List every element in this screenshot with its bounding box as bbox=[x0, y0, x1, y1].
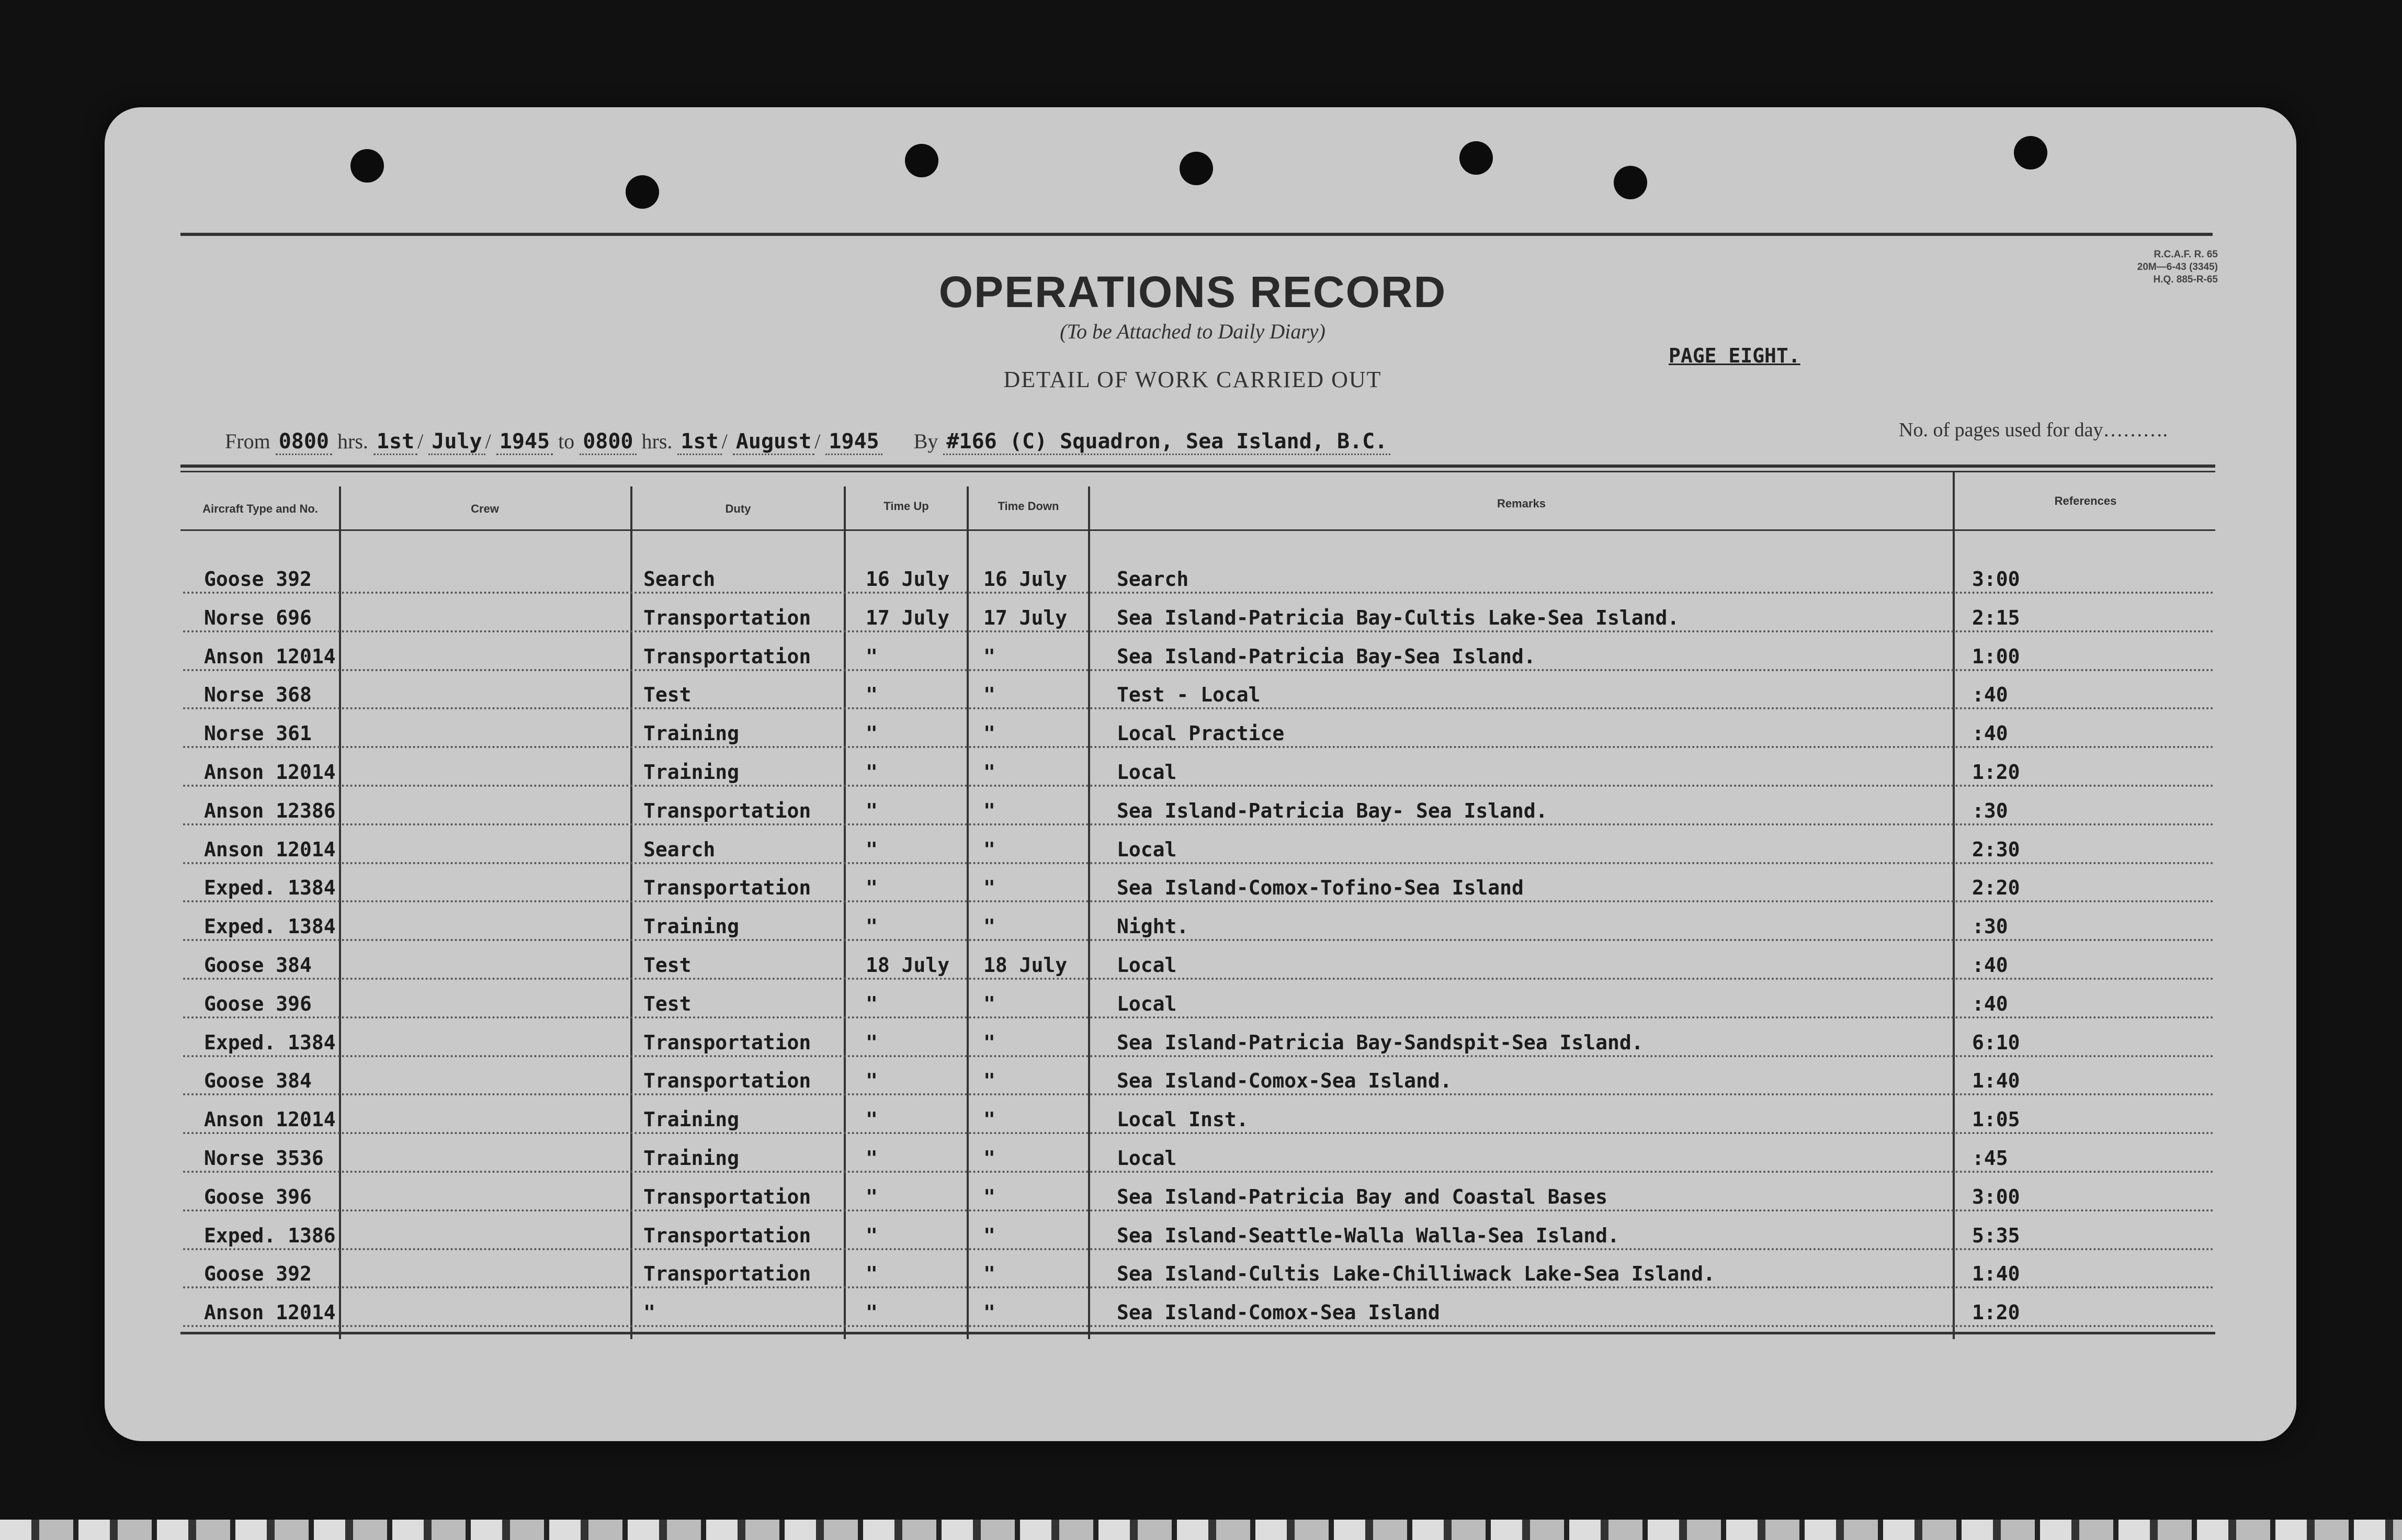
row-aircraft: Anson 12014 bbox=[204, 761, 336, 784]
row-duty: Training bbox=[643, 1108, 740, 1131]
period-line: From 0800 hrs. 1st / July / 1945 to 0800 hrs. 1st / August / 1945 By #166 (C) Squadron, Sea Island, B.C. bbox=[225, 429, 1390, 454]
row-dotted-line bbox=[183, 669, 2215, 671]
row-reference: :40 bbox=[1972, 683, 2008, 707]
row-aircraft: Norse 368 bbox=[204, 683, 312, 707]
punch-hole bbox=[350, 149, 384, 183]
form-detail-heading: DETAIL OF WORK CARRIED OUT bbox=[1003, 367, 1382, 392]
row-aircraft: Norse 3536 bbox=[204, 1147, 324, 1170]
form-code-3: H.Q. 885-R-65 bbox=[2153, 274, 2218, 285]
row-dotted-line bbox=[183, 707, 2215, 709]
form-code-1: R.C.A.F. R. 65 bbox=[2154, 249, 2218, 260]
row-reference: 2:15 bbox=[1972, 606, 2020, 629]
row-reference: :40 bbox=[1972, 992, 2008, 1015]
row-remarks: Local bbox=[1117, 761, 1177, 784]
row-time-up: " bbox=[866, 683, 878, 707]
row-reference: 6:10 bbox=[1972, 1031, 2020, 1054]
row-time-down: " bbox=[983, 1147, 995, 1170]
row-duty: Training bbox=[643, 1147, 740, 1170]
row-time-up: " bbox=[866, 1031, 878, 1054]
row-remarks: Night. bbox=[1117, 915, 1189, 938]
row-remarks: Sea Island-Seattle-Walla Walla-Sea Island. bbox=[1117, 1224, 1619, 1247]
top-rule bbox=[180, 233, 2213, 236]
form-code-2: 20M—6-43 (3345) bbox=[2137, 262, 2218, 273]
col-header-references: References bbox=[2054, 494, 2117, 507]
row-duty: Transportation bbox=[643, 799, 811, 822]
row-aircraft: Anson 12386 bbox=[204, 799, 336, 822]
row-remarks: Sea Island-Patricia Bay and Coastal Bases bbox=[1117, 1185, 1607, 1208]
row-aircraft: Goose 396 bbox=[204, 992, 312, 1015]
row-reference: 1:20 bbox=[1972, 761, 2020, 784]
row-time-down: " bbox=[983, 992, 995, 1015]
row-time-down: " bbox=[983, 644, 995, 668]
row-reference: 2:30 bbox=[1972, 837, 2020, 861]
col-header-time-down: Time Down bbox=[998, 500, 1059, 513]
row-time-up: " bbox=[866, 915, 878, 938]
header-under-rule bbox=[180, 529, 2215, 531]
row-time-up: " bbox=[866, 1069, 878, 1093]
row-remarks: Search bbox=[1117, 568, 1189, 591]
row-aircraft: Goose 384 bbox=[204, 954, 312, 977]
row-dotted-line bbox=[183, 978, 2215, 980]
table-bottom-rule bbox=[180, 1332, 2215, 1334]
row-time-down: " bbox=[983, 837, 995, 861]
row-remarks: Sea Island-Comox-Tofino-Sea Island bbox=[1117, 876, 1524, 900]
row-time-down: " bbox=[983, 1301, 995, 1324]
row-time-up: " bbox=[866, 1108, 878, 1131]
to-year: 1945 bbox=[825, 429, 882, 455]
row-time-down: " bbox=[983, 1262, 995, 1286]
row-duty: Transportation bbox=[643, 1224, 811, 1247]
row-remarks: Test - Local bbox=[1117, 683, 1261, 707]
punch-hole bbox=[1614, 166, 1647, 199]
row-reference: 1:40 bbox=[1972, 1262, 2020, 1286]
from-time: 0800 bbox=[276, 429, 332, 455]
row-remarks: Sea Island-Comox-Sea Island bbox=[1117, 1301, 1440, 1324]
to-time: 0800 bbox=[580, 429, 636, 455]
row-remarks: Sea Island-Patricia Bay-Sandspit-Sea Island. bbox=[1117, 1031, 1644, 1054]
punch-hole bbox=[1459, 141, 1493, 175]
row-duty: Transportation bbox=[643, 1031, 811, 1054]
row-remarks: Sea Island-Patricia Bay-Sea Island. bbox=[1117, 644, 1536, 668]
row-dotted-line bbox=[183, 1209, 2215, 1211]
row-dotted-line bbox=[183, 939, 2215, 941]
row-aircraft: Anson 12014 bbox=[204, 1301, 336, 1324]
row-time-up: " bbox=[866, 799, 878, 822]
row-dotted-line bbox=[183, 862, 2215, 864]
punch-hole bbox=[1180, 152, 1213, 185]
row-time-down: 16 July bbox=[983, 568, 1068, 591]
punch-hole bbox=[2014, 136, 2047, 169]
row-aircraft: Norse 696 bbox=[204, 606, 312, 629]
row-time-down: " bbox=[983, 1069, 995, 1093]
row-dotted-line bbox=[183, 823, 2215, 825]
row-time-up: " bbox=[866, 761, 878, 784]
row-reference: :30 bbox=[1972, 799, 2008, 822]
row-time-up: " bbox=[866, 992, 878, 1015]
row-reference: 5:35 bbox=[1972, 1224, 2020, 1247]
row-duty: Training bbox=[643, 761, 740, 784]
table-top-rule bbox=[180, 465, 2215, 468]
col-header-remarks: Remarks bbox=[1497, 497, 1546, 510]
from-day: 1st bbox=[373, 429, 417, 455]
row-time-up: " bbox=[866, 1301, 878, 1324]
row-dotted-line bbox=[183, 900, 2215, 902]
row-time-down: 18 July bbox=[983, 954, 1068, 977]
hrs-label-2: hrs. bbox=[641, 429, 673, 453]
row-aircraft: Exped. 1384 bbox=[204, 915, 336, 938]
page-number: PAGE EIGHT. bbox=[1669, 344, 1800, 367]
row-dotted-line bbox=[183, 785, 2215, 787]
form-codes bbox=[2082, 248, 2218, 286]
row-aircraft: Goose 384 bbox=[204, 1069, 312, 1093]
row-remarks: Local bbox=[1117, 992, 1177, 1015]
form-subtitle: (To be Attached to Daily Diary) bbox=[1060, 320, 1325, 343]
row-remarks: Local bbox=[1117, 837, 1177, 861]
row-time-down: " bbox=[983, 683, 995, 707]
row-time-up: " bbox=[866, 1224, 878, 1247]
row-aircraft: Goose 392 bbox=[204, 568, 312, 591]
by-value: #166 (C) Squadron, Sea Island, B.C. bbox=[943, 429, 1390, 455]
row-remarks: Local bbox=[1117, 1147, 1177, 1170]
row-dotted-line bbox=[183, 1325, 2215, 1327]
row-duty: Search bbox=[643, 837, 716, 861]
row-aircraft: Norse 361 bbox=[204, 722, 312, 745]
to-label: to bbox=[558, 429, 575, 453]
film-edge-strip bbox=[0, 1520, 2402, 1540]
col-header-aircraft: Aircraft Type and No. bbox=[202, 502, 318, 515]
row-time-down: " bbox=[983, 1108, 995, 1131]
row-dotted-line bbox=[183, 1055, 2215, 1057]
row-aircraft: Anson 12014 bbox=[204, 837, 336, 861]
row-remarks: Sea Island-Patricia Bay-Cultis Lake-Sea Island. bbox=[1117, 606, 1680, 629]
by-label: By bbox=[913, 429, 938, 453]
row-duty: " bbox=[643, 1301, 655, 1324]
row-dotted-line bbox=[183, 1171, 2215, 1173]
row-reference: :40 bbox=[1972, 954, 2008, 977]
row-duty: Transportation bbox=[643, 644, 811, 668]
row-remarks: Local Practice bbox=[1117, 722, 1285, 745]
row-duty: Transportation bbox=[643, 1262, 811, 1286]
row-remarks: Local Inst. bbox=[1117, 1108, 1249, 1131]
row-reference: 1:05 bbox=[1972, 1108, 2020, 1131]
row-reference: 3:00 bbox=[1972, 1185, 2020, 1208]
row-duty: Transportation bbox=[643, 1069, 811, 1093]
row-time-down: " bbox=[983, 1224, 995, 1247]
form-title: OPERATIONS RECORD bbox=[938, 267, 1447, 316]
row-aircraft: Anson 12014 bbox=[204, 1108, 336, 1131]
pages-used-label: No. of pages used for day………. bbox=[1899, 419, 2168, 441]
row-aircraft: Goose 396 bbox=[204, 1185, 312, 1208]
punch-hole bbox=[905, 144, 938, 177]
row-aircraft: Anson 12014 bbox=[204, 644, 336, 668]
row-dotted-line bbox=[183, 1016, 2215, 1018]
from-label: From bbox=[225, 429, 270, 453]
row-time-up: 18 July bbox=[866, 954, 950, 977]
row-aircraft: Exped. 1386 bbox=[204, 1224, 336, 1247]
row-duty: Transportation bbox=[643, 1185, 811, 1208]
row-time-up: 16 July bbox=[866, 568, 950, 591]
row-dotted-line bbox=[183, 1286, 2215, 1288]
pages-used-text: No. of pages used for day bbox=[1899, 419, 2103, 441]
col-header-crew: Crew bbox=[471, 502, 499, 515]
row-time-up: " bbox=[866, 1262, 878, 1286]
row-time-down: " bbox=[983, 915, 995, 938]
row-dotted-line bbox=[183, 1248, 2215, 1250]
to-month: August bbox=[733, 429, 815, 455]
row-duty: Search bbox=[643, 568, 716, 591]
row-time-down: " bbox=[983, 1031, 995, 1054]
row-dotted-line bbox=[183, 592, 2215, 594]
row-duty: Test bbox=[643, 683, 692, 707]
row-duty: Training bbox=[643, 915, 740, 938]
row-reference: :30 bbox=[1972, 915, 2008, 938]
row-time-down: " bbox=[983, 799, 995, 822]
row-aircraft: Exped. 1384 bbox=[204, 876, 336, 900]
row-time-up: " bbox=[866, 644, 878, 668]
row-duty: Test bbox=[643, 992, 692, 1015]
row-reference: :40 bbox=[1972, 722, 2008, 745]
row-duty: Transportation bbox=[643, 606, 811, 629]
row-reference: 1:20 bbox=[1972, 1301, 2020, 1324]
from-month: July bbox=[428, 429, 485, 455]
row-duty: Transportation bbox=[643, 876, 811, 900]
row-time-down: " bbox=[983, 722, 995, 745]
row-dotted-line bbox=[183, 1093, 2215, 1095]
table-top-rule-2 bbox=[180, 471, 2215, 472]
row-duty: Training bbox=[643, 722, 740, 745]
row-duty: Test bbox=[643, 954, 692, 977]
col-header-time-up: Time Up bbox=[883, 500, 929, 513]
row-dotted-line bbox=[183, 630, 2215, 632]
row-time-up: " bbox=[866, 1147, 878, 1170]
row-time-down: 17 July bbox=[983, 606, 1068, 629]
row-time-up: " bbox=[866, 722, 878, 745]
col-header-duty: Duty bbox=[725, 502, 751, 515]
row-time-up: " bbox=[866, 1185, 878, 1208]
row-time-down: " bbox=[983, 761, 995, 784]
row-time-down: " bbox=[983, 876, 995, 900]
row-time-up: " bbox=[866, 837, 878, 861]
row-time-up: 17 July bbox=[866, 606, 950, 629]
row-remarks: Local bbox=[1117, 954, 1177, 977]
row-time-up: " bbox=[866, 876, 878, 900]
hrs-label: hrs. bbox=[337, 429, 368, 453]
row-time-down: " bbox=[983, 1185, 995, 1208]
row-remarks: Sea Island-Cultis Lake-Chilliwack Lake-Sea Island. bbox=[1117, 1262, 1715, 1286]
punch-hole bbox=[626, 175, 659, 209]
row-aircraft: Exped. 1384 bbox=[204, 1031, 336, 1054]
row-reference: :45 bbox=[1972, 1147, 2008, 1170]
to-day: 1st bbox=[677, 429, 721, 455]
row-reference: 1:40 bbox=[1972, 1069, 2020, 1093]
row-dotted-line bbox=[183, 746, 2215, 748]
from-year: 1945 bbox=[496, 429, 553, 455]
row-reference: 2:20 bbox=[1972, 876, 2020, 900]
row-dotted-line bbox=[183, 1132, 2215, 1134]
row-aircraft: Goose 392 bbox=[204, 1262, 312, 1286]
row-reference: 3:00 bbox=[1972, 568, 2020, 591]
row-reference: 1:00 bbox=[1972, 644, 2020, 668]
row-remarks: Sea Island-Patricia Bay- Sea Island. bbox=[1117, 799, 1548, 822]
row-remarks: Sea Island-Comox-Sea Island. bbox=[1117, 1069, 1452, 1093]
